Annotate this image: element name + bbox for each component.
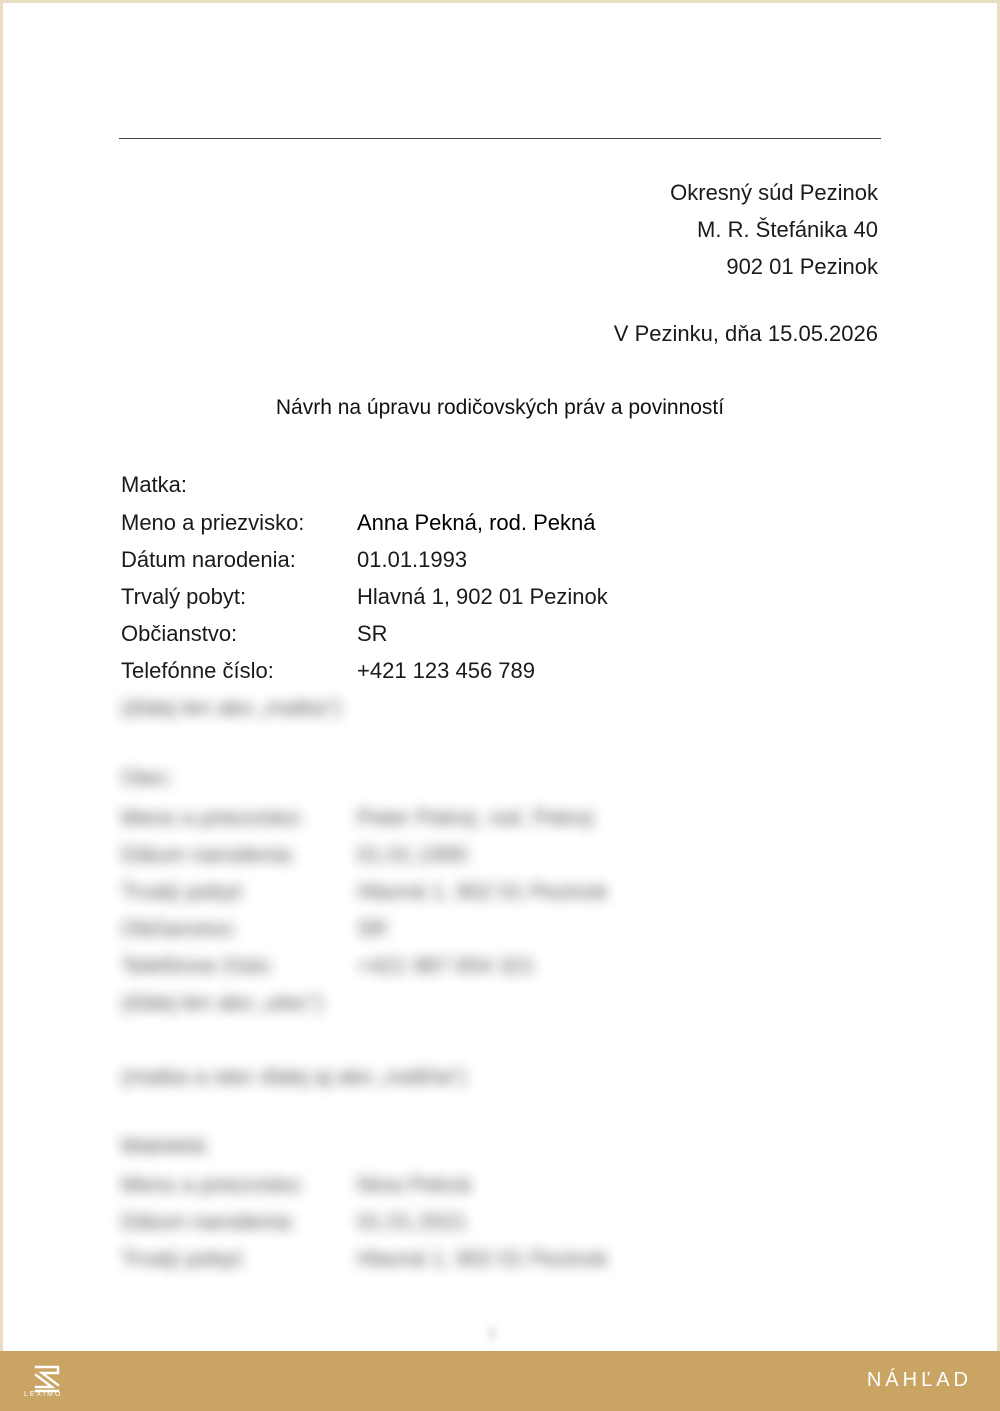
row-label: Telefónne číslo:	[121, 658, 274, 683]
row-value: Anna Pekná, rod. Pekná	[357, 510, 596, 535]
father-heading: Otec:	[121, 765, 174, 790]
court-street: M. R. Štefánika 40	[697, 217, 878, 242]
header-rule	[119, 138, 881, 139]
father-row: Dátum narodenia: 01.01.1990	[121, 842, 468, 867]
page-number: 1	[488, 1325, 497, 1342]
mother-row	[121, 504, 761, 541]
mother-row	[121, 541, 761, 578]
mother-row	[121, 578, 761, 615]
father-row: Meno a priezvisko: Peter Pekný, rod. Pekný	[121, 805, 595, 830]
mother-heading: Matka:	[121, 472, 188, 497]
father-note: (ďalej len ako „otec“)	[121, 990, 323, 1015]
mother-row	[121, 615, 761, 652]
mother-row	[121, 652, 761, 689]
court-city: 902 01 Pezinok	[726, 254, 878, 279]
row-label: Občianstvo:	[121, 621, 238, 646]
minor-heading: Maloletá:	[121, 1133, 211, 1158]
footer-bar	[0, 1351, 1000, 1411]
row-value: 01.01.1993	[357, 547, 468, 572]
court-name: Okresný súd Pezinok	[670, 180, 878, 205]
father-row: Trvalý pobyt: Hlavná 1, 902 01 Pezinok	[121, 879, 608, 904]
row-label: Trvalý pobyt:	[121, 584, 247, 609]
father-row: Telefónne číslo: +421 987 654 321	[121, 953, 536, 978]
row-label: Meno a priezvisko:	[121, 510, 305, 535]
minor-row: Meno a priezvisko: Nina Pekná	[121, 1172, 471, 1197]
father-row: Občianstvo: SR	[121, 916, 388, 941]
logo-text: LEXIMO	[24, 1391, 63, 1398]
row-value: +421 123 456 789	[357, 658, 536, 683]
date-line: V Pezinku, dňa 15.05.2026	[613, 321, 878, 346]
row-label: Dátum narodenia:	[121, 547, 296, 572]
mother-note: (ďalej len ako „matka“)	[121, 695, 342, 720]
minor-row: Trvalý pobyt: Hlavná 1, 902 01 Pezinok	[121, 1246, 608, 1271]
row-value: SR	[357, 621, 388, 646]
document-title: Návrh na úpravu rodičovských práv a povinností	[275, 396, 725, 419]
parents-note: (matka a otec ďalej aj ako „rodičia“)	[121, 1064, 466, 1089]
preview-label: NÁHĽAD	[866, 1369, 972, 1391]
minor-row: Dátum narodenia: 01.01.2021	[121, 1209, 468, 1234]
row-value: Hlavná 1, 902 01 Pezinok	[357, 584, 608, 609]
